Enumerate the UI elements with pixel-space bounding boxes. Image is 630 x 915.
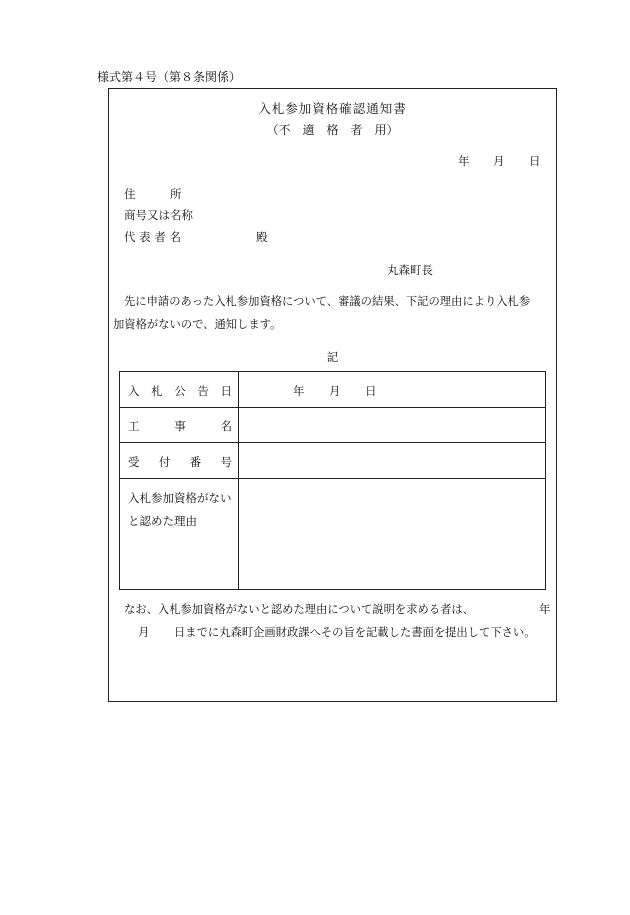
note-year: 年 bbox=[539, 602, 551, 616]
honorific: 殿 bbox=[256, 230, 268, 244]
bid-date-day: 日 bbox=[365, 384, 377, 398]
label-char: 公 bbox=[174, 384, 186, 398]
label-char: 号 bbox=[220, 455, 232, 469]
label-char: 受 bbox=[128, 455, 140, 469]
label-reason-line-1: 入札参加資格がない bbox=[128, 491, 232, 505]
ki-heading: 記 bbox=[326, 350, 339, 364]
note-line-2: 日までに丸森町企画財政課へその旨を記載した書面を提出して下さい。 bbox=[174, 626, 536, 639]
label-char: 番 bbox=[189, 455, 202, 469]
date-day: 日 bbox=[529, 154, 541, 168]
label-char: 付 bbox=[158, 455, 171, 469]
label-char: 札 bbox=[151, 384, 163, 398]
label-char: 事 bbox=[174, 419, 186, 433]
table-row-line bbox=[120, 407, 545, 408]
representative-label: 代 表 者 名 bbox=[124, 230, 181, 244]
date-year: 年 bbox=[458, 154, 470, 168]
document-subtitle: （不 適 格 者 用） bbox=[266, 123, 399, 137]
label-char: 日 bbox=[220, 384, 232, 398]
label-bid-notice-date bbox=[128, 383, 232, 399]
company-label: 商号又は名称 bbox=[124, 208, 193, 222]
note-month: 月 bbox=[138, 625, 150, 639]
sender-title: 丸森町長 bbox=[387, 263, 433, 277]
document-title: 入札参加資格確認通知書 bbox=[258, 101, 407, 116]
label-char: 工 bbox=[128, 419, 140, 433]
label-char: 告 bbox=[197, 384, 209, 398]
table-row-line bbox=[120, 442, 545, 443]
body-line-1: 先に申請のあった入札参加資格について、審議の結果、下記の理由により入札参 bbox=[124, 295, 531, 308]
body-line-2: 加資格がないので、通知します。 bbox=[113, 318, 282, 331]
label-reason-line-2: と認めた理由 bbox=[128, 514, 197, 528]
note-line-1: なお、入札参加資格がないと認めた理由について説明を求める者は、 bbox=[124, 603, 474, 616]
bid-date-month: 月 bbox=[329, 384, 341, 398]
label-char: 名 bbox=[220, 419, 232, 433]
label-project-name bbox=[128, 418, 232, 434]
label-char: 入 bbox=[128, 384, 140, 398]
date-month: 月 bbox=[493, 154, 505, 168]
table-divider bbox=[238, 372, 239, 589]
details-table bbox=[119, 371, 546, 590]
table-row-line bbox=[120, 478, 545, 479]
address-label: 住 所 bbox=[124, 187, 182, 201]
form-number: 様式第４号（第８条関係） bbox=[97, 70, 242, 84]
bid-date-year: 年 bbox=[293, 384, 305, 398]
label-receipt-number bbox=[128, 454, 232, 470]
